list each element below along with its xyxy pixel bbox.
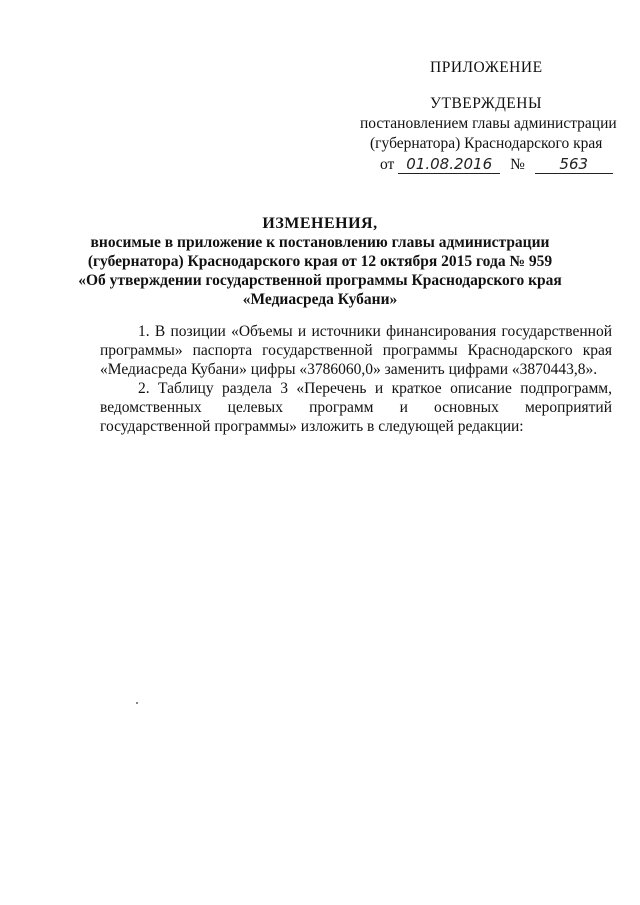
paragraph-2: 2. Таблицу раздела 3 «Перечень и краткое описание подпрограмм, ведомственных целевых программ и основных мероприятий государственной программы» изложить в следующей редакции: — [100, 380, 612, 435]
handwritten-number: 563 — [535, 155, 613, 174]
heading-line-1: вносимые в приложение к постановлению главы администрации — [90, 234, 550, 251]
handwritten-date: 01.08.2016 — [398, 155, 500, 174]
approval-date-line — [380, 155, 613, 175]
number-sign: № — [510, 156, 525, 173]
approved-label: УТВЕРЖДЕНЫ — [430, 95, 542, 112]
appendix-label: ПРИЛОЖЕНИЕ — [430, 59, 543, 76]
approval-line-1: постановлением главы администрации — [360, 115, 617, 132]
paragraph-1: 1. В позиции «Объемы и источники финансирования государственной программы» паспорта государственной программы Краснодарского края «Медиасреда Кубани» цифры «3786060,0» заменить цифрами «3870443,8». — [100, 323, 612, 378]
document-heading — [60, 214, 580, 309]
approval-line-2: (губернатора) Краснодарского края — [370, 135, 603, 152]
scan-speck — [136, 702, 138, 704]
document-body — [100, 322, 612, 436]
heading-line-4: «Медиасреда Кубани» — [242, 291, 398, 308]
heading-line-2: (губернатора) Краснодарского края от 12 октября 2015 года № 959 — [87, 253, 553, 270]
date-prefix: от — [380, 156, 395, 173]
heading-line-3: «Об утверждении государственной программы Краснодарского края — [78, 272, 562, 289]
heading-title: ИЗМЕНЕНИЯ, — [262, 215, 378, 232]
